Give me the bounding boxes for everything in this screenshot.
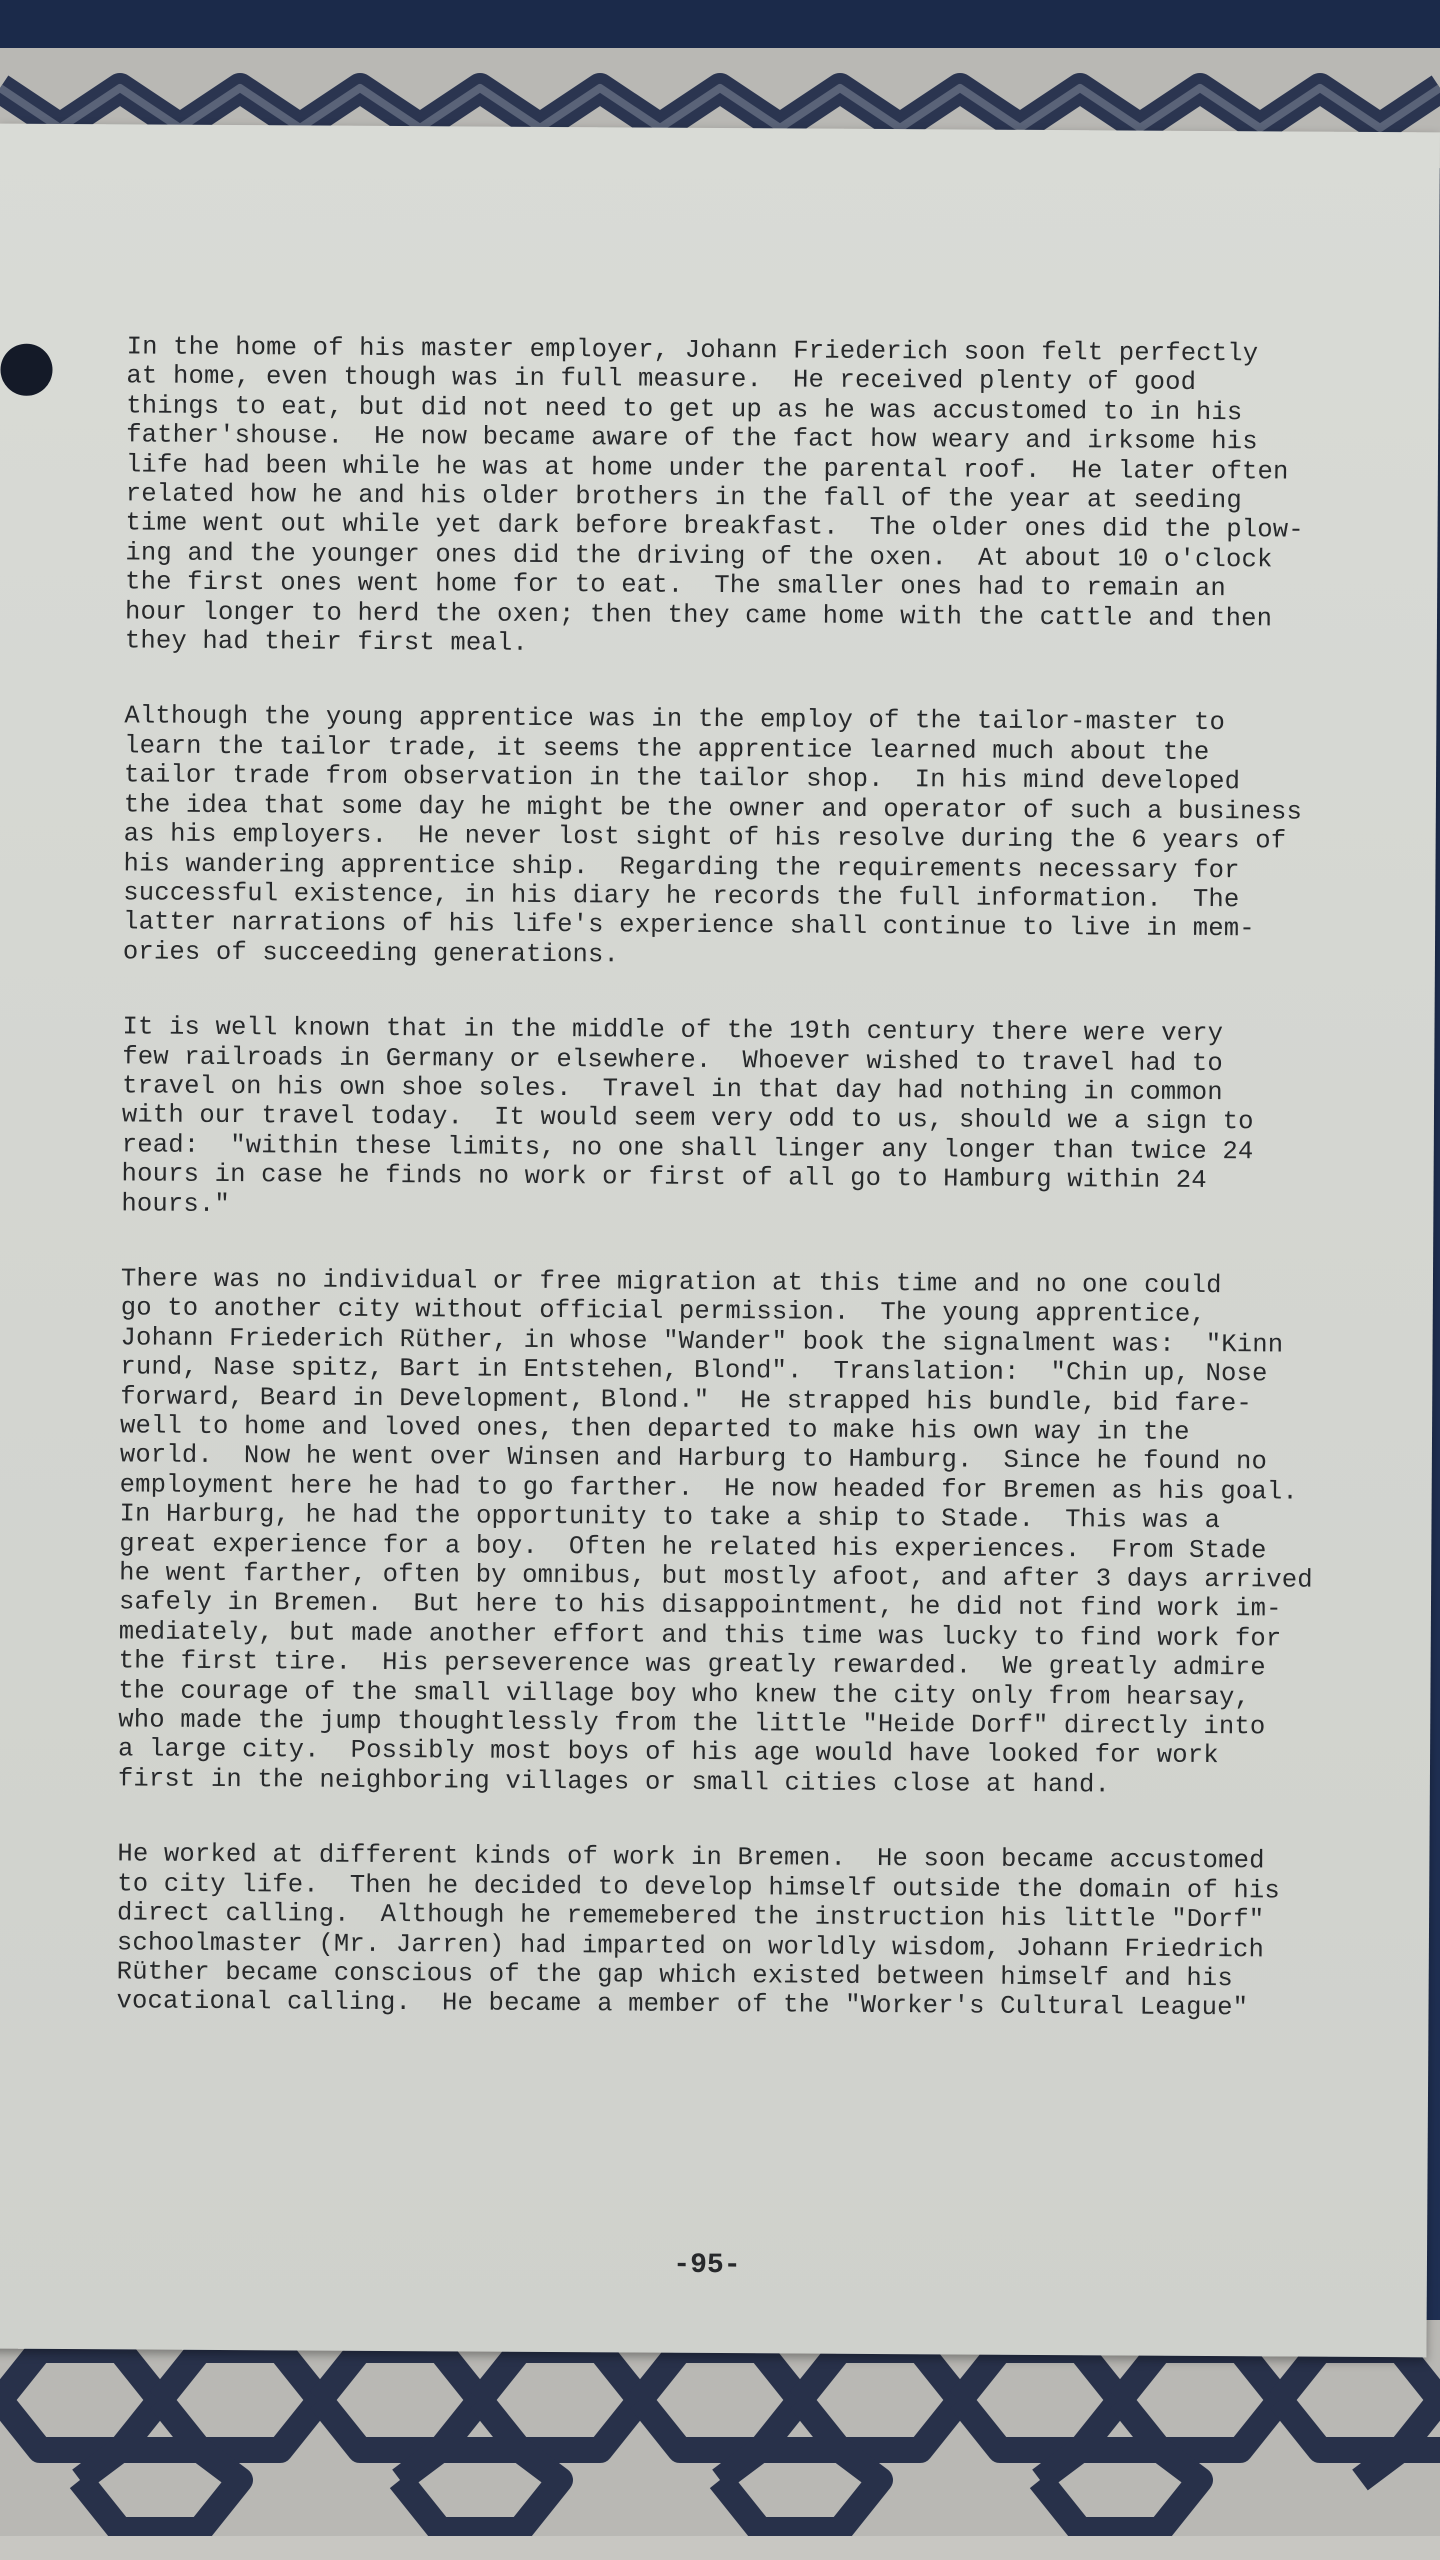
text-line: In the home of his master employer, Johann Friederich soon felt perfectly — [126, 332, 1259, 369]
text-line: schoolmaster (Mr. Jarren) had imparted on worldly wisdom, Johann Friedrich — [116, 1927, 1265, 1964]
text-line: at home, even though was in full measure. He received plenty of good — [126, 361, 1197, 398]
text-line: father'shouse. He now became aware of the fact how weary and irksome his — [126, 420, 1258, 457]
text-line: the courage of the small village boy who knew the city only from hearsay, — [118, 1676, 1251, 1712]
text-line: vocational calling. He became a member of the "Worker's Cultural League" — [116, 1986, 1249, 2023]
text-line: go to another city without official permission. The young apprentice, — [120, 1293, 1207, 1330]
text-line: mediately, but made another effort and this time was lucky to find work for — [118, 1617, 1282, 1654]
text-line: the idea that some day he might be the owner and operator of such a business — [123, 790, 1303, 827]
text-line: related how he and his older brothers in the fall of the year at seeding — [125, 479, 1243, 516]
text-line: Rüther became conscious of the gap which existed between himself and his — [116, 1957, 1233, 1994]
document-body — [116, 332, 1359, 2069]
text-line: travel on his own shoe soles. Travel in that day had nothing in common — [122, 1071, 1223, 1108]
text-line: employment here he had to go farther. He now headed for Bremen as his goal. — [119, 1470, 1298, 1507]
text-line: successful existence, in his diary he records the full information. The — [123, 878, 1240, 915]
text-line: great experience for a boy. Often he related his experiences. From Stade — [119, 1528, 1267, 1565]
text-line: It is well known that in the middle of the 19th century there were very — [122, 1012, 1224, 1049]
text-line: he went farther, often by omnibus, but mostly afoot, and after 3 days arrived — [119, 1558, 1313, 1595]
typewritten-page — [0, 124, 1440, 2358]
text-line: He worked at different kinds of work in Bremen. He soon became accustomed — [117, 1839, 1265, 1876]
text-line: with our travel today. It would seem very odd to us, should we a sign to — [121, 1100, 1254, 1137]
text-line: who made the jump thoughtlessly from the little "Heide Dorf" directly into — [118, 1705, 1266, 1742]
text-line: a large city. Possibly most boys of his age would have looked for work — [117, 1734, 1219, 1771]
text-line: learn the tailor trade, it seems the apprentice learned much about the — [124, 731, 1210, 767]
text-line: In Harburg, he had the opportunity to take a ship to Stade. This was a — [119, 1499, 1221, 1536]
text-line: as his employers. He never lost sight of his resolve during the 6 years of — [123, 819, 1287, 856]
text-line: ing and the younger ones did the driving of the oxen. At about 10 o'clock — [125, 538, 1273, 575]
text-line: ories of succeeding generations. — [122, 937, 620, 970]
paragraph — [118, 1264, 1353, 1801]
paragraph — [125, 332, 1359, 663]
text-line: There was no individual or free migration at this time and no one could — [120, 1264, 1222, 1301]
text-line: the first tire. His perseverence was greatly rewarded. We greatly admire — [118, 1646, 1266, 1683]
text-line: rund, Nase spitz, Bart in Entstehen, Blond". Translation: "Chin up, Nose — [120, 1352, 1268, 1389]
text-line: well to home and loved ones, then departed to make his own way in the — [119, 1411, 1190, 1447]
paragraph — [123, 702, 1357, 974]
text-line: Although the young apprentice was in the employ of the tailor-master to — [124, 701, 1226, 738]
paragraph — [121, 1012, 1354, 1225]
text-line: time went out while yet dark before breakfast. The older ones did the plow- — [125, 508, 1304, 546]
text-line: world. Now he went over Winsen and Harburg to Hamburg. Since he found no — [119, 1440, 1268, 1477]
text-line: the first ones went home for to eat. The smaller ones had to remain an — [125, 567, 1226, 604]
text-line: latter narrations of his life's experience shall continue to live in mem- — [123, 907, 1255, 944]
text-line: hours in case he finds no work or first of all go to Hamburg within 24 — [121, 1159, 1207, 1196]
text-line: read: "within these limits, no one shall linger any longer than twice 24 — [121, 1130, 1254, 1167]
paragraph — [116, 1840, 1349, 2024]
page-number: -95- — [673, 2249, 741, 2282]
text-line: direct calling. Although he rememebered the instruction his little "Dorf" — [116, 1898, 1265, 1935]
text-line: tailor trade from observation in the tailor shop. In his mind developed — [123, 760, 1241, 797]
text-line: few railroads in Germany or elsewhere. Whoever wished to travel had to — [122, 1041, 1224, 1078]
text-line: his wandering apprentice ship. Regarding the requirements necessary for — [123, 848, 1240, 885]
text-line: forward, Beard in Development, Blond." He strapped his bundle, bid fare- — [120, 1381, 1252, 1418]
text-line: things to eat, but did not need to get up as he was accustomed to in his — [126, 391, 1243, 428]
punch-hole — [0, 344, 52, 396]
text-line: life had been while he was at home under the parental roof. He later often — [125, 450, 1289, 487]
text-line: they had their first meal. — [124, 626, 529, 658]
text-line: hours." — [121, 1188, 231, 1219]
text-line: safely in Bremen. But here to his disappointment, he did not find work im- — [118, 1587, 1282, 1624]
text-line: first in the neighboring villages or small cities close at hand. — [117, 1764, 1111, 1800]
text-line: to city life. Then he decided to develop himself outside the domain of his — [117, 1869, 1281, 1906]
text-line: Johann Friederich Rüther, in whose "Wander" book the signalment was: "Kinn — [120, 1323, 1284, 1360]
text-line: hour longer to herd the oxen; then they came home with the cattle and then — [124, 597, 1273, 634]
